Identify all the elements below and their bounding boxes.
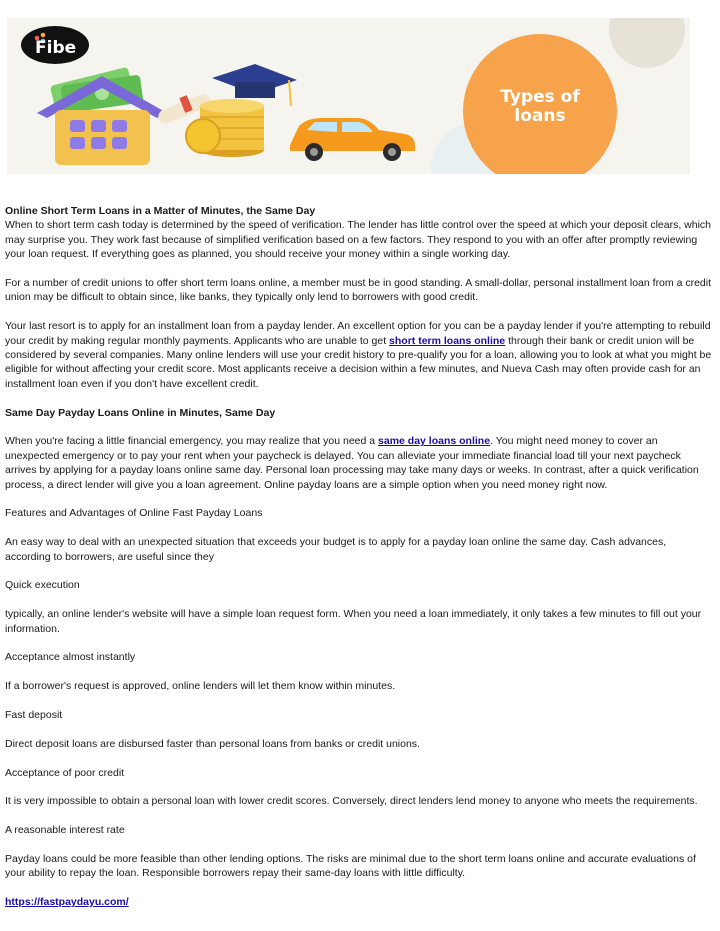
paragraph-feasible: Payday loans could be more feasible than other lending options. The risks are minimal due to the short term loans online and accurate evaluations of your ability to repay the loan. Responsible borrowers repay their same-day loans with little difficulty. <box>5 853 696 880</box>
car-icon <box>290 118 415 161</box>
banner-title-line2: loans <box>514 106 566 126</box>
paragraph-easy-way: An easy way to deal with an unexpected situation that exceeds your budget is to apply for a payday loan online the same day. Cash advances, according to borrowers, are useful since they <box>5 536 667 563</box>
banner-illustration <box>7 18 690 174</box>
footer-link-line <box>5 895 713 909</box>
paragraph-direct-deposit: Direct deposit loans are disbursed faster than personal loans from banks or credit unions. <box>5 737 420 750</box>
same-day-loans-link[interactable]: same day loans online <box>378 435 491 448</box>
subheading-fast-deposit: Fast deposit <box>5 709 63 722</box>
hero-banner <box>7 18 690 174</box>
paragraph-request-form: typically, an online lender's website will have a simple loan request form. When you need a loan immediately, it only takes a few minutes to fill out your information. <box>5 608 702 635</box>
heading-short-term: Online Short Term Loans in a Matter of Minutes, the Same Day <box>5 205 316 217</box>
paragraph-credit-unions: For a number of credit unions to offer short term loans online, a member must be in good standing. A small-dollar, personal installment loan from a credit union may be difficult to obtain since, like banks, they typically only lend to borrowers with good credit. <box>5 277 711 304</box>
fibe-logo <box>21 26 89 64</box>
logo-text: Fibe <box>35 38 77 58</box>
paragraph-text: Your last resort is to apply for an installment loan from a payday lender. An excellent option for you can be a payday lender if you're attempting to rebuild your credit by making regular monthly payments. Applicants who are unable to get <box>5 320 711 347</box>
paragraph-emergency <box>5 434 713 492</box>
short-term-loans-link[interactable]: short term loans online <box>389 334 506 347</box>
subheading-quick-execution: Quick execution <box>5 579 80 592</box>
paragraph-approval: If a borrower's request is approved, online lenders will let them know within minutes. <box>5 680 396 693</box>
paragraph-text: When you're facing a little financial emergency, you may realize that you need a <box>5 435 379 448</box>
paragraph-text: . You might need money to cover an unexpected emergency or to pay your rent when your paycheck is delayed. You can alleviate your immediate financial load till your next paycheck arrives by applying for a payday loans online same day. Personal loan processing may take many days or weeks. In contrast, after a quick verification process, a direct lender will give you a loan agreement. Online payday loans are a simple option when you need money right now. <box>5 435 699 491</box>
subheading-poor-credit: Acceptance of poor credit <box>5 766 125 779</box>
paragraph-text: through their bank or credit union will be considered by several companies. Many online lenders will use your credit history to pre-qualify you for a loan, allowing you to look at what you might be eligible for without affecting your credit score. Most applicants receive a decision within a few minutes, and Nueva Cash may often provide cash for an installment loan even if you don't have excellent credit. <box>5 334 712 390</box>
article-body <box>5 204 713 910</box>
heading-same-day: Same Day Payday Loans Online in Minutes, Same Day <box>5 406 276 419</box>
paragraph-credit-scores: It is very impossible to obtain a personal loan with lower credit scores. Conversely, direct lenders lend money to anyone who meets the requirements. <box>5 795 698 808</box>
subheading-interest-rate: A reasonable interest rate <box>5 824 125 837</box>
heading-features: Features and Advantages of Online Fast Payday Loans <box>5 507 263 520</box>
banner-title-line1: Types of <box>500 87 580 107</box>
subheading-acceptance: Acceptance almost instantly <box>5 651 136 664</box>
paragraph-installment <box>5 319 713 391</box>
paragraph-verification: When to short term cash today is determined by the speed of verification. The lender has little control over the speed at which your deposit clears, which may surprise you. They work fast because of simplified verification based on a few factors. They respond to you with an offer after promptly reviewing your loan request. If everything goes as planned, you should receive your money within a single working day. <box>5 219 712 261</box>
fastpaydayu-link[interactable]: https://fastpaydayu.com/ <box>5 896 129 909</box>
corner-blob <box>609 18 685 68</box>
